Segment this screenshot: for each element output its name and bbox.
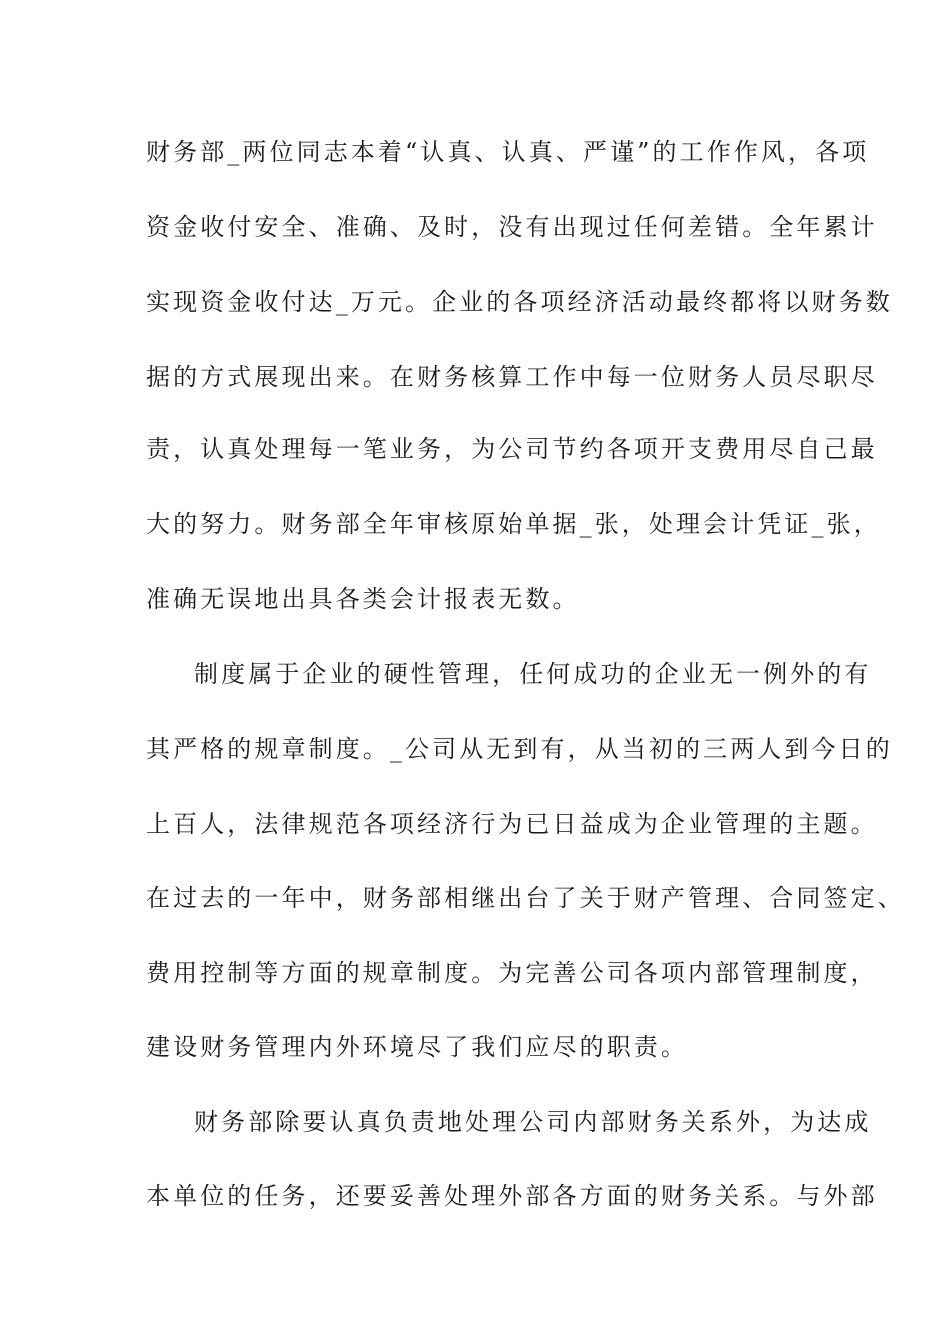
paragraph-3-line-1: 财务部除要认真负责地处理公司内部财务关系外，为达成: [194, 1108, 872, 1136]
paragraph-1-line-2: 资金收付安全、准确、及时，没有出现过任何差错。全年累计: [146, 213, 878, 241]
paragraph-1-line-6: 大的努力。财务部全年审核原始单据_张，处理会计凭证_张，: [146, 510, 881, 538]
paragraph-1-line-7: 准确无误地出具各类会计报表无数。: [146, 585, 580, 613]
paragraph-2-line-6: 建设财务管理内外环境尽了我们应尽的职责。: [146, 1033, 688, 1061]
paragraph-2-line-1: 制度属于企业的硬性管理，任何成功的企业无一例外的有: [194, 660, 872, 688]
paragraph-1-line-5: 责，认真处理每一笔业务，为公司节约各项开支费用尽自己最: [146, 435, 878, 463]
paragraph-3-line-2: 本单位的任务，还要妥善处理外部各方面的财务关系。与外部: [146, 1182, 878, 1210]
paragraph-1-line-1: 财务部_两位同志本着“认真、认真、严谨”的工作作风，各项: [146, 138, 870, 166]
paragraph-2-line-5: 费用控制等方面的规章制度。为完善公司各项内部管理制度，: [146, 959, 878, 987]
paragraph-2-line-2: 其严格的规章制度。_公司从无到有，从当初的三两人到今日的: [146, 735, 893, 763]
paragraph-2-line-3: 上百人，法律规范各项经济行为已日益成为企业管理的主题。: [146, 810, 878, 838]
paragraph-1-line-4: 据的方式展现出来。在财务核算工作中每一位财务人员尽职尽: [146, 363, 878, 391]
paragraph-1-line-3: 实现资金收付达_万元。企业的各项经济活动最终都将以财务数: [146, 288, 893, 316]
paragraph-2-line-4: 在过去的一年中，财务部相继出台了关于财产管理、合同签定、: [146, 884, 905, 912]
